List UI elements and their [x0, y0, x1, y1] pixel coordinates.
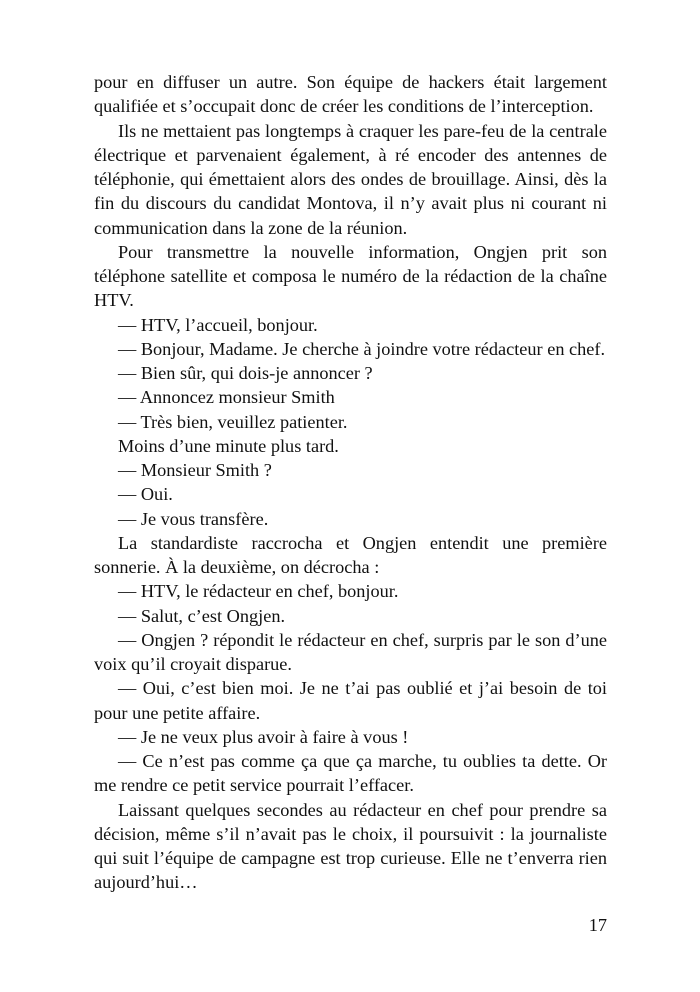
dialogue-line: — Oui, c’est bien moi. Je ne t’ai pas oublié et j’ai besoin de toi pour une petite affaire.	[94, 678, 607, 723]
dialogue-line: — Annoncez monsieur Smith	[118, 387, 335, 408]
dialogue-line: — Bonjour, Madame. Je cherche à joindre votre rédacteur en chef.	[118, 338, 606, 359]
dialogue-line: — Bien sûr, qui dois-je annoncer ?	[118, 363, 373, 383]
dialogue-line: — HTV, le rédacteur en chef, bonjour.	[118, 581, 399, 602]
paragraph: Laissant quelques secondes au rédacteur en chef pour prendre sa décision, même s’il n’avait pas le choix, il poursuivit : la journaliste qui suit l’équipe de campagne est trop curieuse. Elle ne t’enverra rien aujourd’hui…	[94, 799, 607, 893]
paragraph: Pour transmettre la nouvelle information, Ongjen prit son téléphone satellite et composa le numéro de la rédaction de la chaîne HTV.	[94, 241, 607, 311]
dialogue-line: — Très bien, veuillez patienter.	[118, 411, 348, 432]
page-body	[94, 70, 607, 895]
dialogue-line: — Ce n’est pas comme ça que ça marche, tu oublies ta dette. Or me rendre ce petit service pourrait l’effacer.	[94, 751, 607, 796]
paragraph: pour en diffuser un autre. Son équipe de hackers était largement qualifiée et s’occupait donc de créer les conditions de l’interception.	[94, 72, 607, 117]
paragraph: La standardiste raccrocha et Ongjen entendit une première sonnerie. À la deuxième, on décrocha :	[94, 532, 607, 577]
dialogue-line: — Salut, c’est Ongjen.	[118, 605, 286, 626]
dialogue-line: — Oui.	[118, 484, 173, 505]
dialogue-line: — Je ne veux plus avoir à faire à vous !	[118, 726, 409, 747]
dialogue-line: — HTV, l’accueil, bonjour.	[118, 314, 318, 335]
dialogue-line: — Je vous transfère.	[118, 508, 269, 529]
paragraph: Moins d’une minute plus tard.	[118, 435, 339, 456]
dialogue-line: — Ongjen ? répondit le rédacteur en chef, surpris par le son d’une voix qu’il croyait disparue.	[94, 629, 607, 674]
dialogue-line: — Monsieur Smith ?	[118, 460, 272, 480]
paragraph: Ils ne mettaient pas longtemps à craquer les pare-feu de la centrale électrique et parvenaient également, à ré encoder des antennes de téléphonie, qui émettaient alors des ondes de brouillage. Ainsi, dès la fin du discours du candidat Montova, il n’y avait plus ni courant ni communication dans la zone de la réunion.	[94, 120, 607, 238]
page-number: 17	[588, 915, 607, 935]
